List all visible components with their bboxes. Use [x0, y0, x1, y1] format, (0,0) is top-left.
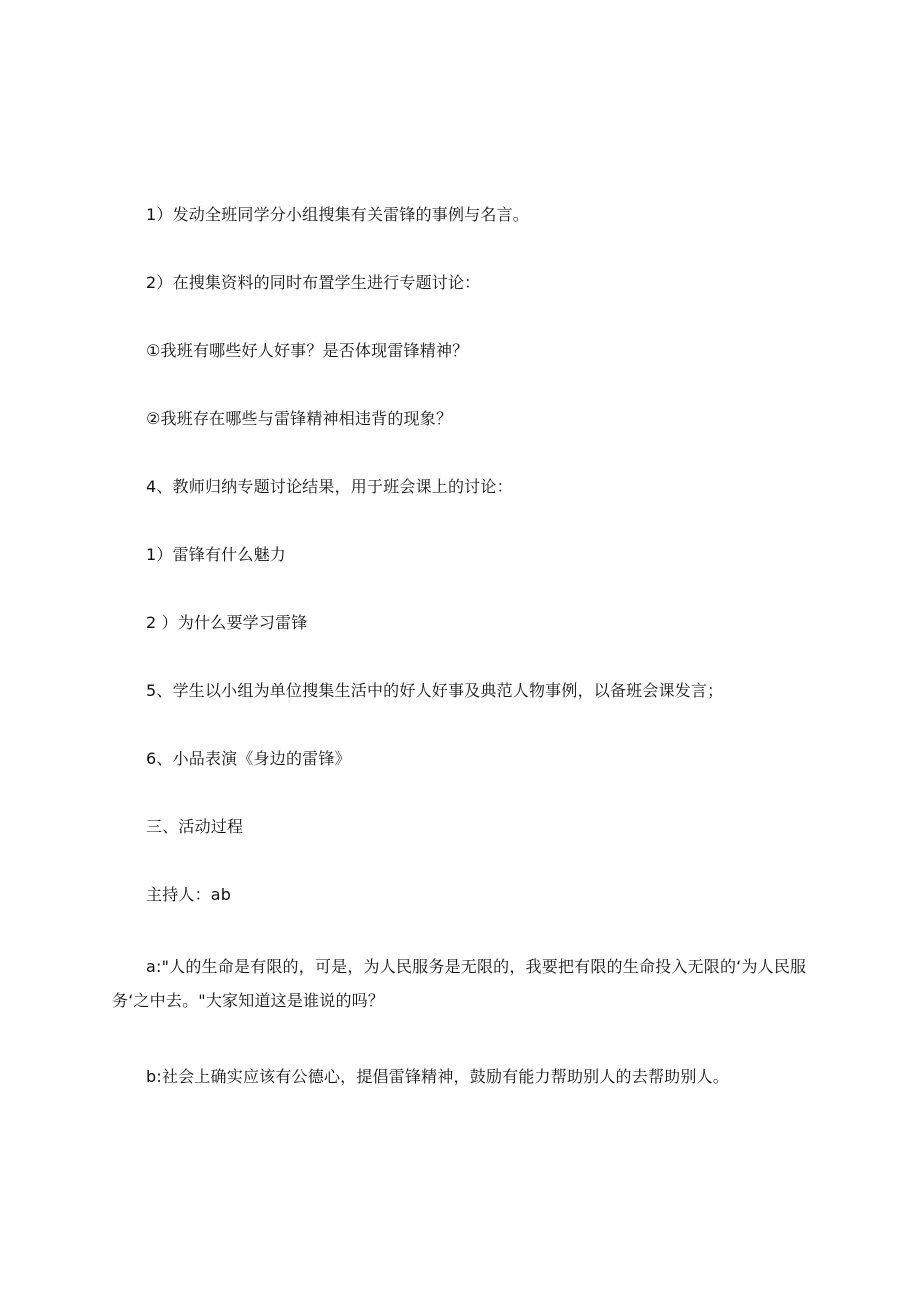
paragraph-step-2: 2）在搜集资料的同时布置学生进行专题讨论：	[146, 273, 481, 292]
paragraph-item-4: 4、教师归纳专题讨论结果，用于班会课上的讨论：	[146, 477, 513, 496]
paragraph-item-5: 5、学生以小组为单位搜集生活中的好人好事及典范人物事例，以备班会课发言；	[146, 681, 724, 700]
paragraph-dialogue-a: a:"人的生命是有限的，可是，为人民服务是无限的，我要把有限的生命投入无限的‘为人民服务‘之中去。"大家知道这是谁说的吗？	[112, 957, 807, 1010]
paragraph-host: 主持人：ab	[146, 885, 232, 904]
paragraph-sub-2: 2 ）为什么要学习雷锋	[146, 613, 308, 632]
section-heading-activity-process: 三、活动过程	[146, 817, 244, 836]
paragraph-question-2: ②我班存在哪些与雷锋精神相违背的现象？	[146, 409, 453, 428]
paragraph-dialogue-b: b:社会上确实应该有公德心，提倡雷锋精神，鼓励有能力帮助别人的去帮助别人。	[146, 1067, 729, 1086]
paragraph-item-6: 6、小品表演《身边的雷锋》	[146, 749, 351, 768]
paragraph-question-1: ①我班有哪些好人好事？是否体现雷锋精神？	[146, 341, 469, 360]
paragraph-step-1: 1）发动全班同学分小组搜集有关雷锋的事例与名言。	[146, 205, 529, 224]
paragraph-sub-1: 1）雷锋有什么魅力	[146, 545, 286, 564]
